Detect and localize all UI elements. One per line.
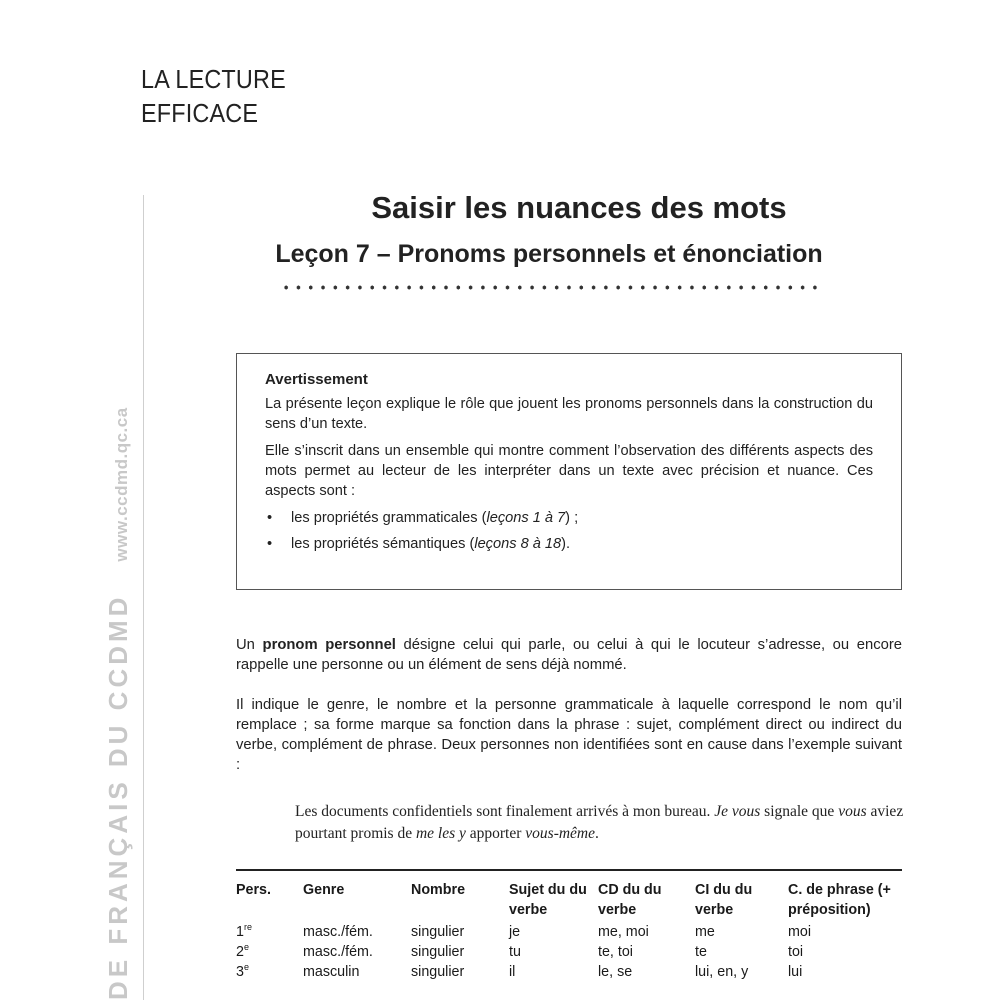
table-header: CD du du verbe: [598, 882, 662, 918]
list-item: • les propriétés grammaticales (leçons 1 à 7) ;: [265, 508, 873, 528]
table-row: [236, 944, 906, 964]
paragraph-definition: Un pronom personnel désigne celui qui parle, ou celui à qui le locuteur s’adresse, ou encore rappelle une personne ou un élément de sens déjà nommé.: [236, 637, 902, 673]
table-cell: singulier: [411, 964, 465, 980]
table-header-row: [236, 880, 906, 924]
table-header: Pers.: [236, 882, 271, 898]
table-header: Genre: [303, 882, 345, 898]
table-cell: te, toi: [598, 944, 633, 960]
table-cell: singulier: [411, 944, 465, 960]
table-cell: le, se: [598, 964, 633, 980]
table-cell: me: [695, 924, 715, 940]
table-cell: lui: [788, 964, 803, 980]
table-cell: je: [509, 924, 521, 940]
table-header: Sujet du du verbe: [509, 882, 587, 918]
table-cell: toi: [788, 944, 804, 960]
dotted-separator: [280, 285, 820, 290]
table-cell: tu: [509, 944, 521, 960]
page-title: Saisir les nuances des mots: [371, 190, 787, 225]
pronoun-table: [236, 880, 906, 984]
table-header: Nombre: [411, 882, 466, 898]
table-cell: 2e: [236, 942, 249, 960]
table-cell: lui, en, y: [695, 964, 749, 980]
notice-heading: Avertissement: [265, 371, 368, 388]
table-cell: masc./fém.: [303, 944, 373, 960]
example-quote: Les documents confidentiels sont finalement arrivés à mon bureau. Je vous signale que vous aviez pourtant promis de me les y apporter vous-même.: [295, 803, 904, 842]
notice-paragraph-1: La présente leçon explique le rôle que jouent les pronoms personnels dans la construction du sens d’un texte.: [265, 396, 873, 432]
table-cell: masculin: [303, 964, 360, 980]
page-subtitle: Leçon 7 – Pronoms personnels et énonciation: [275, 240, 823, 268]
table-cell: moi: [788, 924, 812, 940]
notice-paragraph-2: Elle s’inscrit dans un ensemble qui montre comment l’observation des différents aspects des mots permet au lecteur de les interpréter dans un texte avec précision et nuance. Ces aspects sont :: [265, 443, 873, 499]
notice-box: [236, 353, 902, 590]
table-header: CI du du verbe: [695, 882, 753, 918]
header-line-1: LA LECTURE: [141, 64, 286, 94]
notice-list: [265, 508, 873, 554]
side-url: www.ccdmd.qc.ca: [112, 407, 131, 562]
table-cell: me, moi: [598, 924, 649, 940]
table-row: [236, 964, 906, 984]
table-cell: il: [509, 964, 516, 980]
table-cell: masc./fém.: [303, 924, 373, 940]
side-watermark: [103, 407, 134, 1000]
header-title: [141, 62, 286, 130]
paragraph-explanation: Il indique le genre, le nombre et la personne grammaticale à laquelle correspond le nom qu’il remplace ; sa forme marque sa fonction dans la phrase : sujet, complément direct ou indirect du verbe, complément de phrase. Deux personnes non identifiées sont en cause dans l’exemple suivant :: [236, 697, 902, 773]
table-header: C. de phrase (+ préposition): [788, 882, 891, 918]
list-item: • les propriétés sémantiques (leçons 8 à 18).: [265, 534, 873, 554]
side-rule: [143, 195, 144, 1000]
side-brand: DE FRANÇAIS DU CCDMD: [103, 593, 133, 1000]
table-row: [236, 924, 906, 944]
table-cell: te: [695, 944, 707, 960]
table-top-rule: [236, 869, 902, 871]
table-cell: singulier: [411, 924, 465, 940]
header-line-2: EFFICACE: [141, 98, 259, 128]
table-cell: 3e: [236, 962, 249, 980]
table-cell: 1re: [236, 922, 252, 940]
